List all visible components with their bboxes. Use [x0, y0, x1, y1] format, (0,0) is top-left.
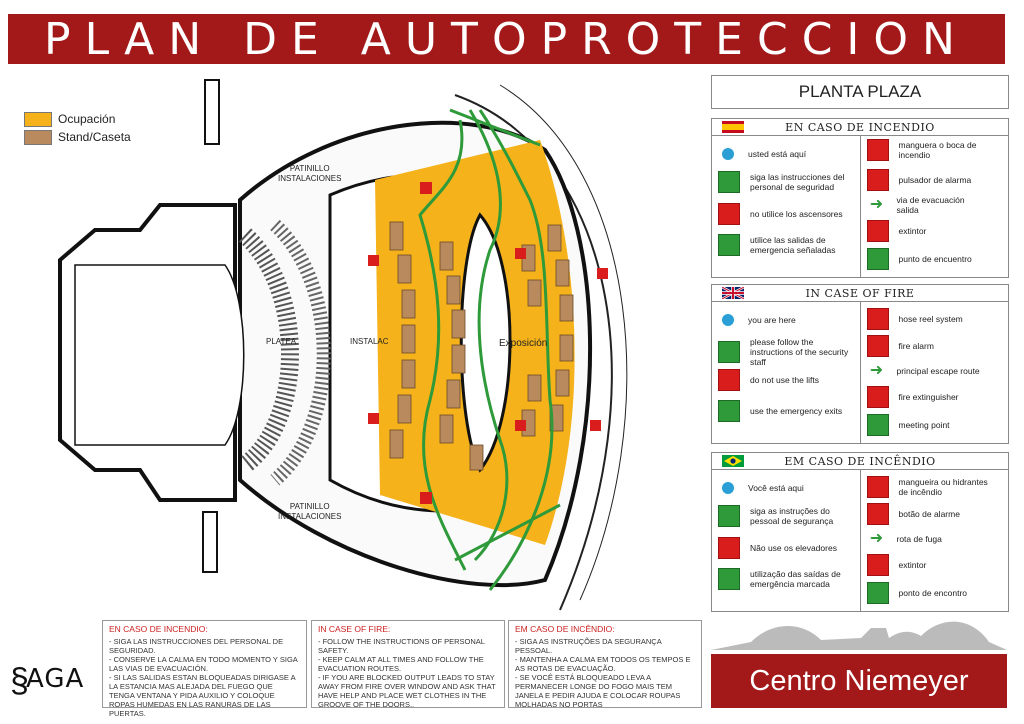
no-lift-icon [718, 537, 740, 559]
label-platea: PLATEA [266, 337, 297, 346]
fire-alarm-icon [867, 503, 889, 525]
escape-arrow-icon: ➜ [869, 530, 884, 547]
fire-alarm-icon [867, 169, 889, 191]
extinguisher-icon [867, 386, 889, 408]
you-are-here-icon [718, 144, 738, 164]
legend-stand: Stand/Caseta [24, 128, 131, 146]
stage-inner [75, 265, 244, 445]
you-are-here-icon [718, 478, 738, 498]
logo-name: AGA [26, 664, 85, 694]
fire-section-en: IN CASE OF FIRE you are here please follow the instructions of the security staff do not use the lifts use the emergency exits hose reel system fire alarm ➜ principal escape route fire extinguisher meeting point [711, 284, 1009, 444]
meeting-point-icon [867, 582, 889, 604]
hose-reel-icon [867, 139, 889, 161]
label-patinillo-top: PATINILLO INSTALACIONES [278, 164, 342, 183]
brazil-flag-icon [722, 455, 744, 467]
spain-flag-icon [722, 121, 744, 133]
hose-reel-icon [867, 476, 889, 498]
niemeyer-silhouette [711, 612, 1007, 652]
security-staff-icon [718, 341, 740, 363]
label-exposicion: Exposición [499, 338, 548, 349]
meeting-point-icon [867, 248, 889, 270]
hose-reel-icon [867, 308, 889, 330]
you-are-here-icon [718, 310, 738, 330]
fire-alarm-icon [867, 335, 889, 357]
uk-flag-icon [722, 287, 744, 299]
section-heading: EM CASO DE INCÊNDIO [784, 454, 936, 468]
legend-occupancy: Ocupación [24, 110, 131, 128]
escape-arrow-icon: ➜ [869, 362, 884, 379]
security-staff-icon [718, 171, 740, 193]
stair-top [205, 80, 219, 144]
label-instalac: INSTALAC [350, 337, 389, 346]
fire-section-pt: EM CASO DE INCÊNDIO Você está aqui siga as instruções do pessoal de segurança Não use os elevadores utilização das saídas de emergência marcada mangueira ou hidrantes de incêndio botão de alarme ➜ rota de fuga extintor ponto de encontro [711, 452, 1009, 612]
emergency-exit-icon [718, 568, 740, 590]
title-banner [8, 14, 1005, 64]
no-lift-icon [718, 203, 740, 225]
extinguisher-icon [867, 554, 889, 576]
fire-section-es: EN CASO DE INCENDIO usted está aquí siga las instrucciones del personal de seguridad no utilice los ascensores utilice las salidas de emergencia señaladas manguera o boca de incendio pulsador de alarma ➜ via de evacuación salida extintor punto de encuentro [711, 118, 1009, 278]
emergency-exit-icon [718, 400, 740, 422]
extinguisher-icon [867, 220, 889, 242]
stair-bottom [203, 512, 217, 572]
aga-logo [10, 662, 85, 700]
instructions-es: EN CASO DE INCENDIO: - SIGA LAS INSTRUCCIONES DEL PERSONAL DE SEGURIDAD. - CONSERVE LA CALMA EN TODO MOMENTO Y SIGA LAS VIAS DE EVACUACIÓN. - SI LAS SALIDAS ESTAN BLOQUEADAS DIRIGASE A LA ESTANCIA MAS ALEJADA DEL FUEGO QUE TENGA VENTANA Y PIDA AUXILIO Y COLOQUE ROPAS HUMEDAS EN LAS RANURAS DE LAS PUERTAS. [102, 620, 307, 708]
logo-symbol: § [10, 662, 29, 700]
page-title: PLAN DE AUTOPROTECCION [44, 13, 969, 65]
label-patinillo-bottom: PATINILLO INSTALACIONES [278, 502, 342, 521]
emergency-exit-icon [718, 234, 740, 256]
instructions-pt: EM CASO DE INCÊNDIO: - SIGA AS INSTRUÇÕES DA SEGURANÇA PESSOAL. - MANTENHA A CALMA EM TODOS OS TEMPOS E AS ROTAS DE EVACUAÇÃO. - SE VOCÊ ESTÁ BLOQUEADO LEVA A PERMANECER LONGE DO FOGO MAIS TEM JANELA E PEDIR AJUDA E COLOCAR ROUPAS MOLHADAS NO PORTAS [508, 620, 702, 708]
no-lift-icon [718, 369, 740, 391]
security-staff-icon [718, 505, 740, 527]
section-heading: EN CASO DE INCENDIO [785, 120, 935, 134]
venue-banner [711, 654, 1007, 708]
meeting-point-icon [867, 414, 889, 436]
map-legend [24, 110, 131, 146]
floor-name: PLANTA PLAZA [798, 82, 922, 101]
instructions-en: IN CASE OF FIRE: - FOLLOW THE INSTRUCTIONS OF PERSONAL SAFETY. - KEEP CALM AT ALL TIMES AND FOLLOW THE EVACUATION ROUTES. - IF YOU ARE BLOCKED OUTPUT LEADS TO STAY AWAY FROM FIRE OVER WINDOW AND ASK THAT HAVE HELP AND PLACE WET CLOTHES IN THE GROOVE OF THE DOORS.. [311, 620, 505, 708]
venue-name: Centro Niemeyer [749, 664, 969, 697]
section-heading: IN CASE OF FIRE [805, 286, 915, 300]
escape-arrow-icon: ➜ [869, 196, 884, 213]
floor-name-box [711, 75, 1009, 109]
